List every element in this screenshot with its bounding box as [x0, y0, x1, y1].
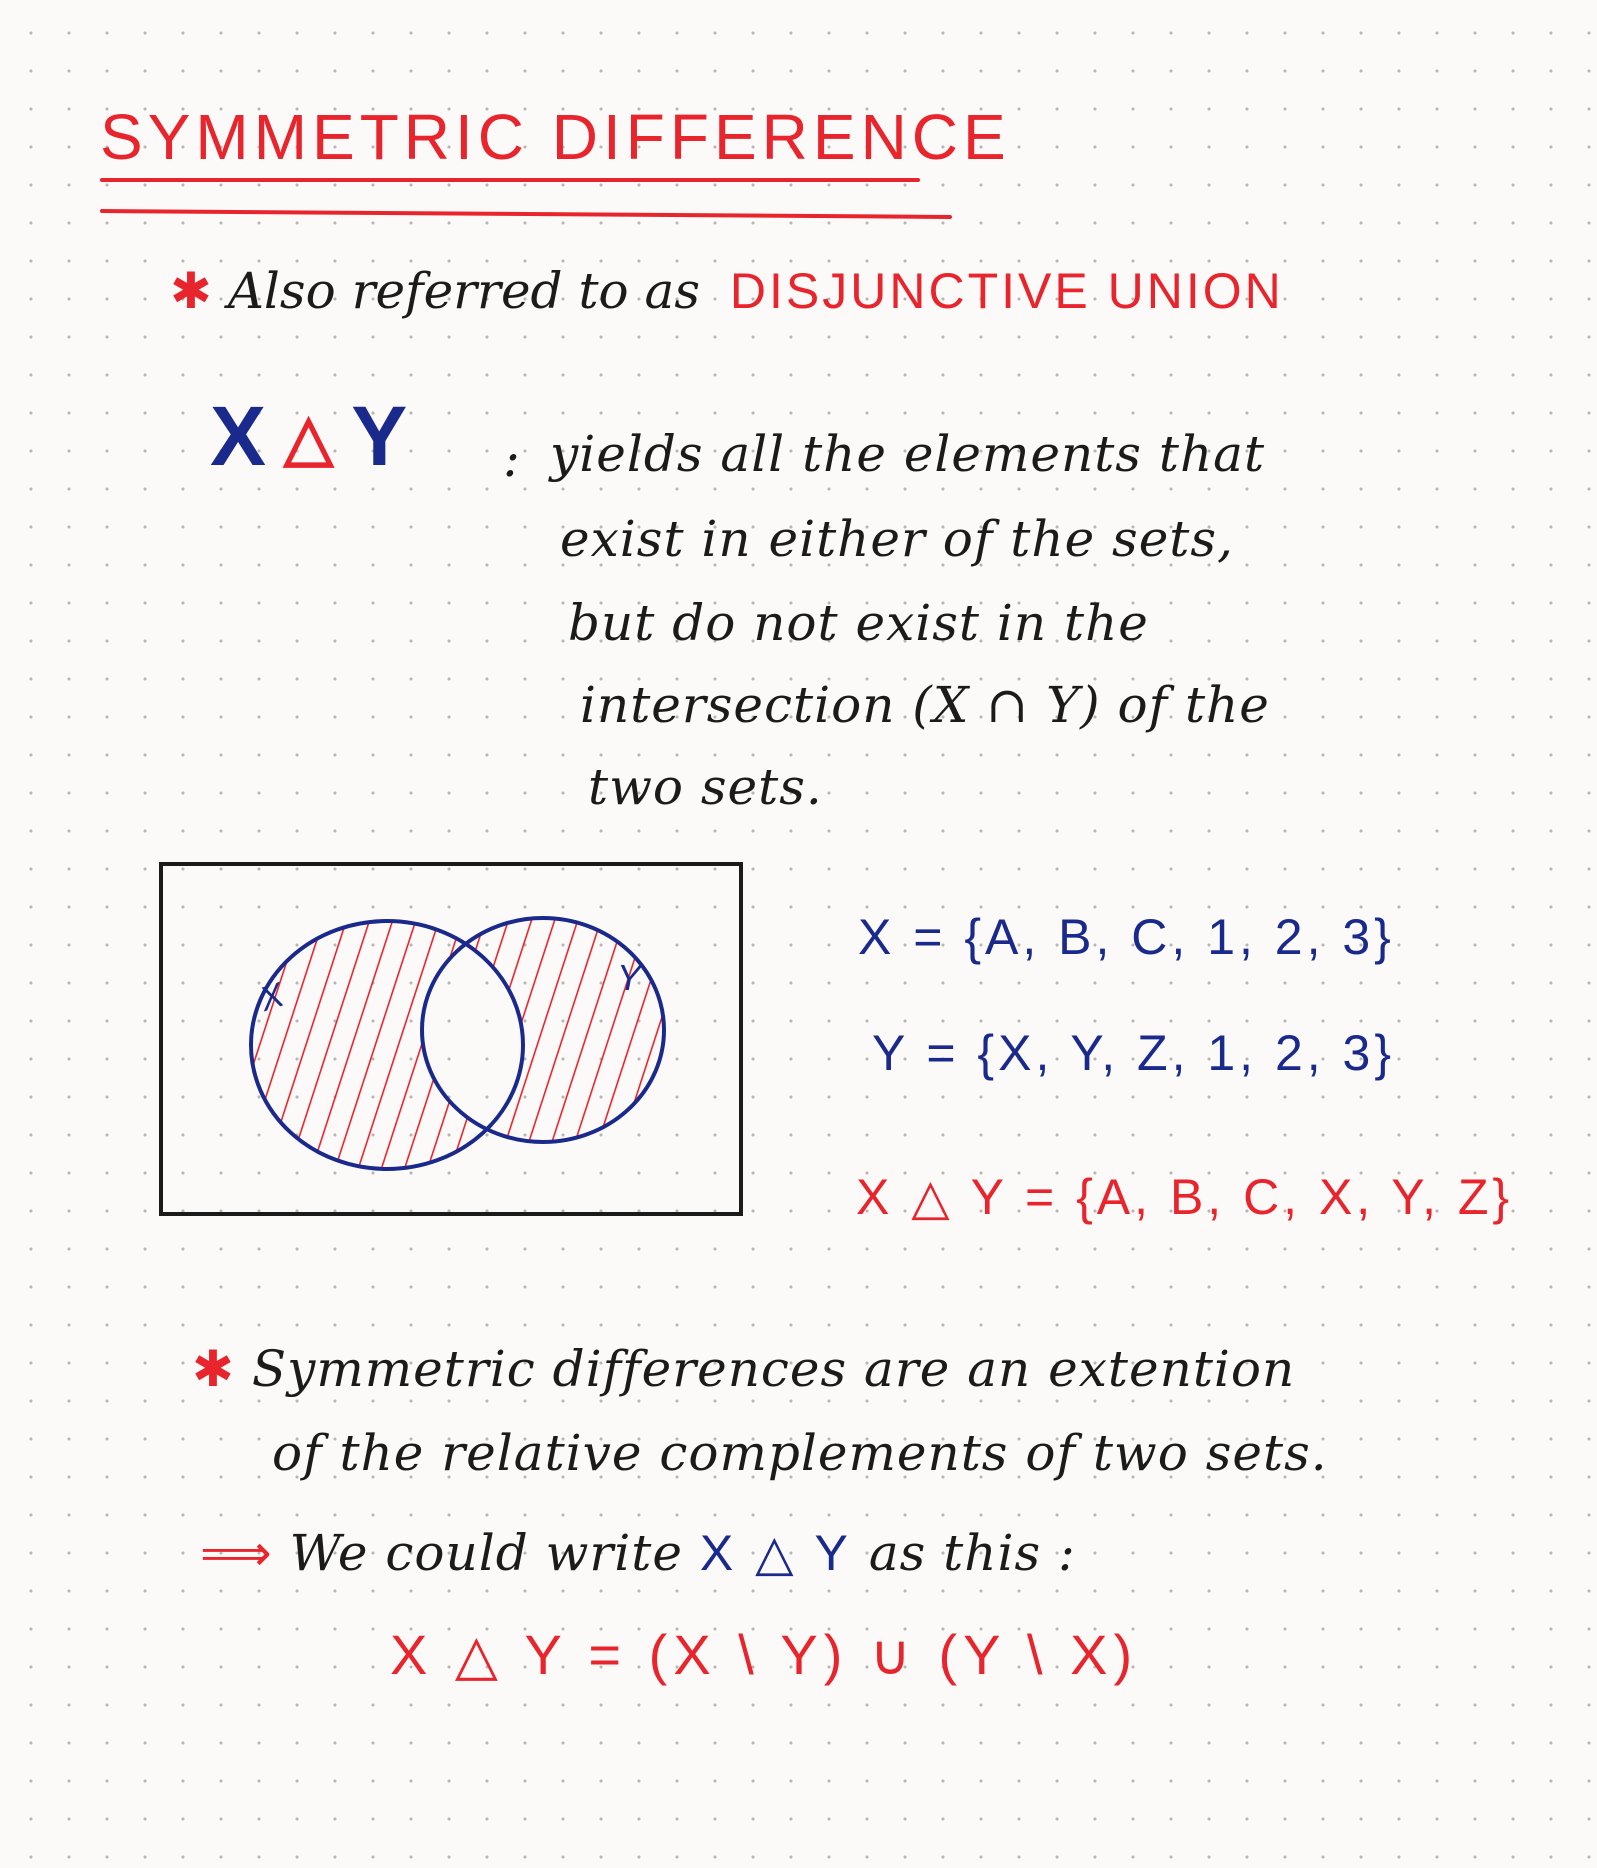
symbol-x: X	[210, 389, 267, 483]
alias-prefix: Also referred to as	[227, 262, 701, 320]
set-y-label: Y	[617, 957, 642, 998]
asterisk-icon: ✱	[192, 1340, 235, 1398]
note-text-1: Symmetric differences are an extention	[251, 1340, 1296, 1398]
note-text-3-prefix: We could write	[289, 1524, 683, 1582]
set-y-definition: Y = {X, Y, Z, 1, 2, 3}	[872, 1025, 1396, 1081]
symmetric-difference-formula: X △ Y = (X \ Y) ∪ (Y \ X)	[390, 1623, 1139, 1686]
title-underline	[100, 178, 920, 182]
alias-term: DISJUNCTIVE UNION	[729, 263, 1284, 319]
venn-diagram	[157, 860, 747, 1222]
implies-arrow-icon: ⟹	[200, 1524, 273, 1582]
definition-line-5: two sets.	[588, 758, 823, 816]
page-title: SYMMETRIC DIFFERENCE	[100, 101, 1011, 173]
symbol-y: Y	[351, 389, 408, 483]
alias-line	[170, 262, 1284, 320]
set-x-definition: X = {A, B, C, 1, 2, 3}	[858, 909, 1395, 965]
asterisk-icon: ✱	[170, 262, 212, 320]
note-text-3-suffix: as this :	[868, 1524, 1076, 1582]
definition-line-1: yields all the elements that	[550, 425, 1266, 483]
symmetric-difference-icon: △	[284, 401, 334, 473]
symmetric-difference-result: X △ Y = {A, B, C, X, Y, Z}	[856, 1169, 1514, 1225]
note-line-3	[200, 1524, 1076, 1582]
definition-colon: :	[503, 430, 520, 488]
definition-line-4: intersection (X ∩ Y) of the	[580, 676, 1270, 734]
set-x-label: X	[255, 975, 289, 1019]
definition-line-3: but do not exist in the	[568, 594, 1149, 652]
definition-symbol	[210, 388, 407, 485]
note-line-2: of the relative complements of two sets.	[272, 1424, 1328, 1482]
note-expression: X △ Y	[699, 1525, 852, 1581]
title-underline-second	[100, 209, 952, 219]
note-line-1	[192, 1340, 1295, 1398]
definition-line-2: exist in either of the sets,	[560, 510, 1234, 568]
